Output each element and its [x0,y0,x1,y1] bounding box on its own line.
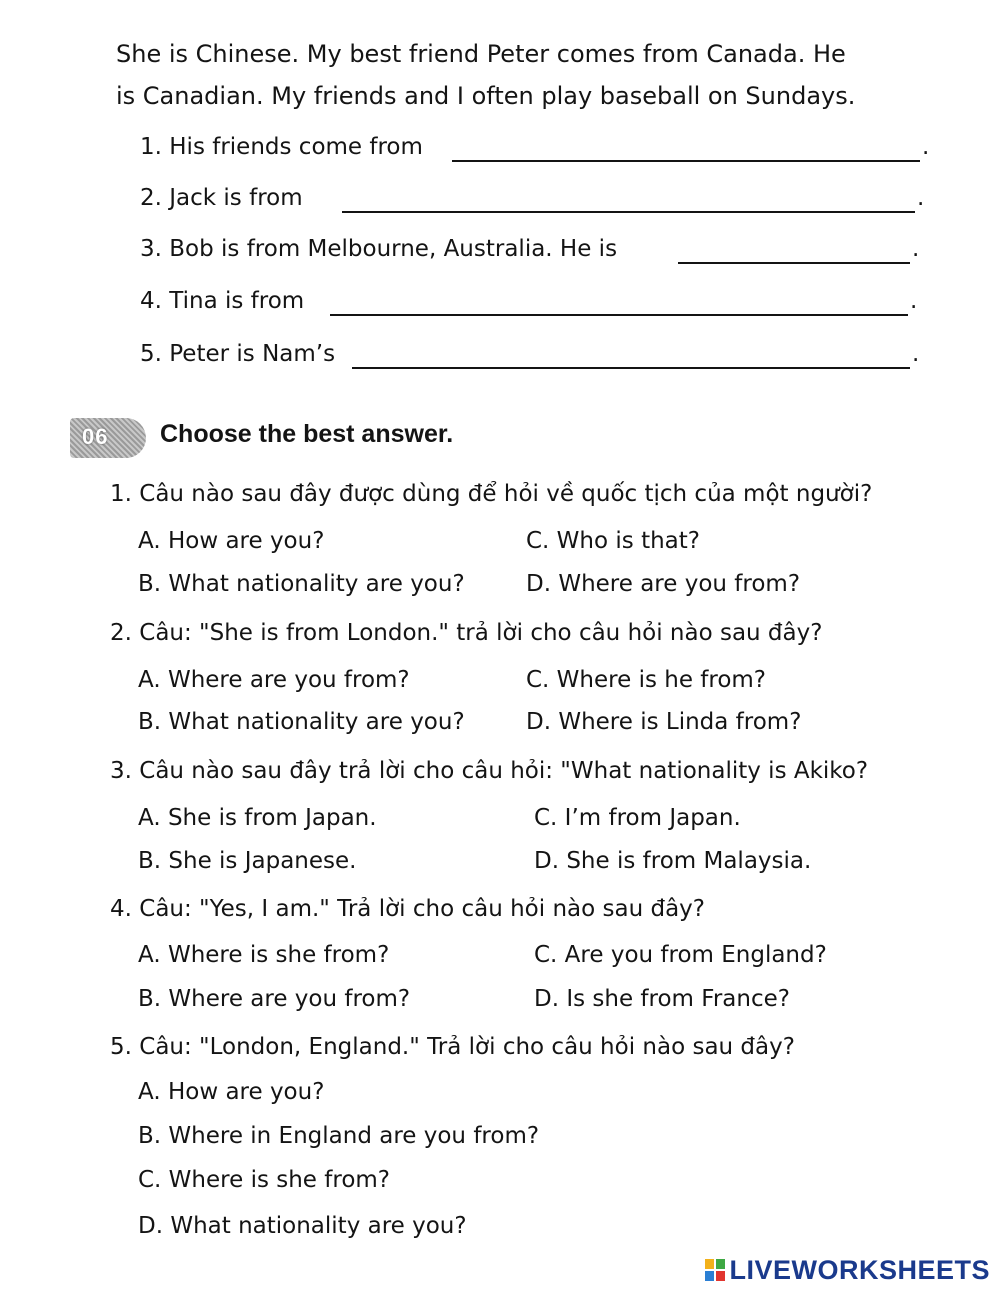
period: . [912,236,920,262]
mcq-3-option-c[interactable]: C. I’m from Japan. [534,805,741,831]
mcq-5-option-a[interactable]: A. How are you? [138,1079,325,1105]
mcq-5-option-d[interactable]: D. What nationality are you? [138,1213,467,1239]
mcq-2-option-a[interactable]: A. Where are you from? [138,667,410,693]
period: . [917,185,925,211]
period: . [910,288,918,314]
answer-input-4[interactable] [330,288,908,316]
mcq-5-option-c[interactable]: C. Where is she from? [138,1167,391,1193]
fill-question-3: 3. Bob is from Melbourne, Australia. He is [140,236,618,262]
mcq-4-option-c[interactable]: C. Are you from England? [534,942,827,968]
section-number: 06 [82,424,109,449]
answer-input-3[interactable] [678,236,910,264]
mcq-stem-3: 3. Câu nào sau đây trả lời cho câu hỏi: "What nationality is Akiko? [110,758,869,784]
fill-question-4: 4. Tina is from [140,288,305,314]
section-title: Choose the best answer. [160,420,454,448]
brand-name: LIVEWORKSHEETS [729,1255,990,1285]
mcq-4-option-d[interactable]: D. Is she from France? [534,986,790,1012]
mcq-2-option-b[interactable]: B. What nationality are you? [138,709,465,735]
answer-input-2[interactable] [342,185,915,213]
mcq-1-option-d[interactable]: D. Where are you from? [526,571,801,597]
passage-line-1: She is Chinese. My best friend Peter comes from Canada. He [116,40,846,68]
mcq-2-option-d[interactable]: D. Where is Linda from? [526,709,802,735]
answer-input-1[interactable] [452,134,920,162]
passage-line-2: is Canadian. My friends and I often play baseball on Sundays. [116,82,856,110]
mcq-1-option-a[interactable]: A. How are you? [138,528,325,554]
liveworksheets-logo [705,1255,990,1286]
section-number-badge [70,418,146,458]
mcq-5-option-b[interactable]: B. Where in England are you from? [138,1123,540,1149]
mcq-stem-1: 1. Câu nào sau đây được dùng để hỏi về quốc tịch của một người? [110,481,873,507]
period: . [912,341,920,367]
mcq-3-option-d[interactable]: D. She is from Malaysia. [534,848,812,874]
liveworksheets-logo-icon [705,1259,725,1281]
fill-question-1: 1. His friends come from [140,134,423,160]
answer-input-5[interactable] [352,341,910,369]
mcq-1-option-b[interactable]: B. What nationality are you? [138,571,465,597]
mcq-4-option-a[interactable]: A. Where is she from? [138,942,390,968]
mcq-4-option-b[interactable]: B. Where are you from? [138,986,411,1012]
mcq-stem-5: 5. Câu: "London, England." Trả lời cho câu hỏi nào sau đây? [110,1034,795,1060]
fill-question-2: 2. Jack is from [140,185,303,211]
mcq-1-option-c[interactable]: C. Who is that? [526,528,700,554]
mcq-stem-4: 4. Câu: "Yes, I am." Trả lời cho câu hỏi nào sau đây? [110,896,705,922]
period: . [922,134,930,160]
mcq-2-option-c[interactable]: C. Where is he from? [526,667,767,693]
mcq-3-option-a[interactable]: A. She is from Japan. [138,805,377,831]
fill-question-5: 5. Peter is Nam’s [140,341,336,367]
mcq-3-option-b[interactable]: B. She is Japanese. [138,848,357,874]
mcq-stem-2: 2. Câu: "She is from London." trả lời cho câu hỏi nào sau đây? [110,620,823,646]
